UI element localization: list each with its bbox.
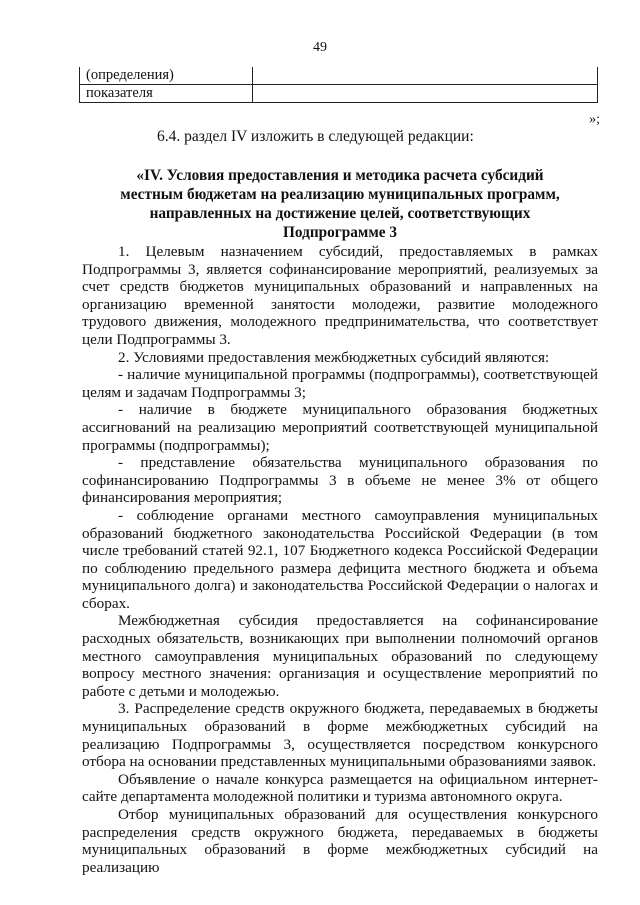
paragraph-selection: Отбор муниципальных образований для осуществления конкурсного распределения средств окружного бюджета, передаваемых в бюджеты муниципальных образований в форме межбюджетных субсидий на реализацию: [82, 806, 598, 876]
amendment-instruction: 6.4. раздел IV изложить в следующей редакции:: [157, 128, 474, 145]
section-heading-line: направленных на достижение целей, соответствующих: [149, 205, 531, 222]
condition-item: - соблюдение органами местного самоуправления муниципальных образований бюджетного законодательства Российской Федерации (в том числе требований статей 92.1, 107 Бюджетного кодекса Российской Федерации по соблюдению предельного размера дефицита местного бюджета и объема муниципального долга) и законодательства Российской Федерации о налогах и сборах.: [82, 506, 598, 612]
page-number: 49: [313, 40, 327, 55]
condition-item: - наличие в бюджете муниципального образования бюджетных ассигнований на реализацию мероприятий соответствующей муниципальной программы (подпрограммы);: [82, 401, 598, 454]
section-heading-line: местным бюджетам на реализацию муниципальных программ,: [120, 186, 560, 203]
section-heading: [82, 166, 598, 242]
condition-item: - представление обязательства муниципального образования по софинансированию Подпрограммы 3 в объеме не менее 3% от общего финансирования мероприятия;: [82, 454, 598, 507]
table-cell-label: показателя: [80, 85, 253, 103]
condition-item: - наличие муниципальной программы (подпрограммы), соответствующей целям и задачам Подпрограммы 3;: [82, 366, 598, 401]
table-cell-value: [253, 85, 598, 103]
paragraph-announcement: Объявление о начале конкурса размещается на официальном интернет-сайте департамента молодежной политики и туризма автономного округа.: [82, 770, 598, 806]
paragraph-distribution: 3. Распределение средств окружного бюджета, передаваемых в бюджеты муниципальных образований в форме межбюджетных субсидий на реализацию Подпрограммы 3, осуществляется посредством конкурсного отбора на основании представленных муниципальными образованиями заявок.: [82, 700, 598, 771]
table-cell-value: [253, 67, 598, 85]
paragraph-purpose: 1. Целевым назначением субсидий, предоставляемых в рамках Подпрограммы 3, является софинансирование мероприятий, реализуемых за счет средств бюджетов муниципальных образований и направленных на организацию временной занятости молодежи, развитие молодежного трудового движения, молодежного предпринимательства, что соответствует цели Подпрограммы 3.: [82, 243, 598, 348]
closing-quote: »;: [589, 112, 600, 127]
section-body: [82, 243, 598, 876]
paragraph-conditions: 2. Условиями предоставления межбюджетных субсидий являются:: [118, 348, 550, 366]
section-heading-line: «IV. Условия предоставления и методика расчета субсидий: [136, 167, 544, 184]
table-cell-label: (определения): [80, 67, 253, 85]
paragraph-subsidy: Межбюджетная субсидия предоставляется на софинансирование расходных обязательств, возникающих при выполнении полномочий органов местного самоуправления муниципальных образований по следующему вопросу местного значения: организация и осуществление мероприятий по работе с детьми и молодежью.: [82, 612, 598, 700]
table-row: [80, 85, 598, 103]
table-row: [80, 67, 598, 85]
indicator-table-fragment: [79, 67, 598, 103]
section-heading-line: Подпрограмме 3: [282, 224, 398, 241]
